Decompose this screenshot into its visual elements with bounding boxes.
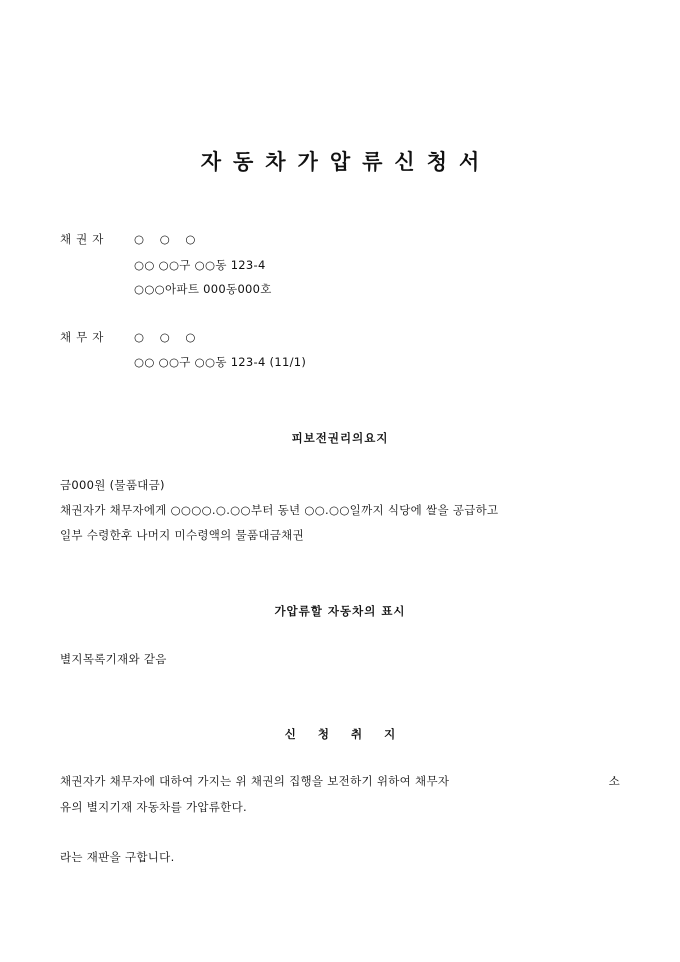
vehicle-heading: 가압류할 자동차의 표시 [274,604,406,618]
secured-right-line3: 일부 수령한후 나머지 미수령액의 물품대금채권 [60,528,304,542]
document-title: 자동차가압류신청서 [200,149,492,174]
purpose-line1-end: 소 [608,774,620,788]
purpose-heading: 신청취지 [284,727,418,741]
secured-right-amount: 금000원 (물품대금) [60,478,165,492]
secured-right-heading: 피보전권리의요지 [291,431,389,445]
purpose-line2: 유의 별지기재 자동차를 가압류한다. [60,800,247,814]
purpose-line1-main: 채권자가 채무자에 대하여 가지는 위 채권의 집행을 보전하기 위하여 채무자 [60,774,450,788]
creditor-label: 채권자 [60,232,109,246]
vehicle-text: 별지목록기재와 같음 [60,652,167,666]
creditor-address-line1: ○○ ○○구 ○○동 123-4 [134,258,266,272]
debtor-name: ○ ○ ○ [134,330,202,344]
debtor-address-line1: ○○ ○○구 ○○동 123-4 (11/1) [134,355,307,369]
creditor-name: ○ ○ ○ [134,232,202,246]
debtor-label: 채무자 [60,330,109,344]
creditor-address-line2: ○○○아파트 000동000호 [134,282,272,296]
purpose-line1 [60,774,620,788]
secured-right-line2: 채권자가 채무자에게 ○○○○.○.○○부터 동년 ○○.○○일까지 식당에 쌀을 공급하고 [60,503,499,517]
closing-text: 라는 재판을 구합니다. [60,850,175,864]
